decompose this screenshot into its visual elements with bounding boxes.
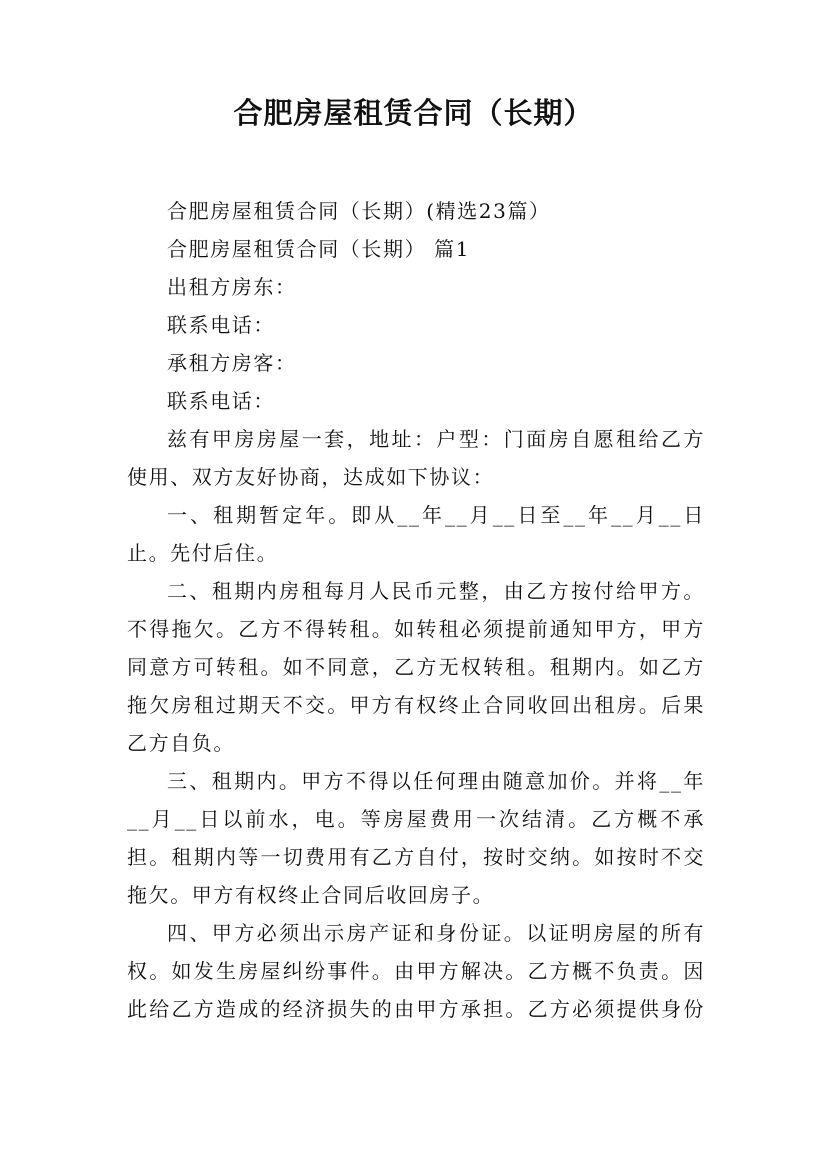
- document-body: [127, 192, 705, 1028]
- tenant-field: 承租方房客：: [167, 351, 297, 375]
- intro-paragraph: 兹有甲房房屋一套，地址：户型：门面房自愿租给乙方使用、双方友好协商，达成如下协议：: [127, 427, 705, 489]
- section-heading: 合肥房屋租赁合同（长期） 篇1: [167, 237, 471, 261]
- clause-3: 三、租期内。甲方不得以任何理由随意加价。并将__年__月__日以前水，电。等房屋费用一次结清。乙方概不承担。租期内等一切费用有乙方自付，按时交纳。如按时不交拖欠。甲方有权终止合同后收回房子。: [127, 769, 705, 907]
- subtitle-paragraph: 合肥房屋租赁合同（长期）(精选23篇）: [167, 199, 551, 223]
- clause-1: 一、租期暂定年。即从__年__月__日至__年__月__日止。先付后住。: [127, 503, 705, 565]
- landlord-phone-field: 联系电话：: [167, 313, 275, 337]
- document-title: 合肥房屋租赁合同（长期）: [233, 96, 594, 130]
- clause-2: 二、租期内房租每月人民币元整，由乙方按付给甲方。不得拖欠。乙方不得转租。如转租必须提前通知甲方，甲方同意方可转租。如不同意，乙方无权转租。租期内。如乙方拖欠房租过期天不交。甲方有权终止合同收回出租房。后果乙方自负。: [127, 579, 705, 755]
- tenant-phone-field: 联系电话：: [167, 389, 275, 413]
- landlord-field: 出租方房东：: [167, 275, 297, 299]
- clause-4: 四、甲方必须出示房产证和身份证。以证明房屋的所有权。如发生房屋纠纷事件。由甲方解决。乙方概不负责。因此给乙方造成的经济损失的由甲方承担。乙方必须提供身份: [127, 921, 705, 1021]
